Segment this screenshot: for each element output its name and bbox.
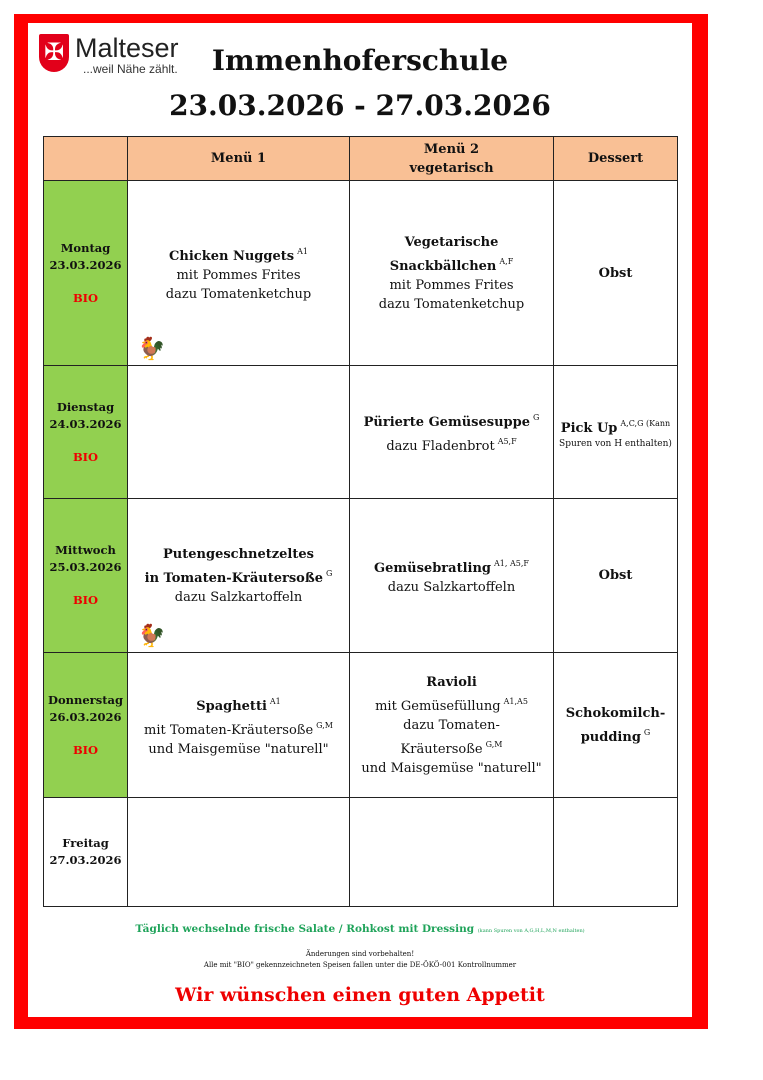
menu-table [43,136,678,907]
dessert-cell: Obst [554,499,678,653]
changes-note: Änderungen sind vorbehalten! [305,950,415,958]
table-header [44,137,678,181]
menu1-cell: Spaghetti $^{A1}$ mit Tomaten-Kräutersoße $^{G,M}$ und Maisgemüse "naturell" [128,653,350,798]
turkey-icon: 🐓 [138,624,166,649]
chicken-icon: 🐓 [138,337,166,362]
menu1-cell [128,798,350,907]
menu2-cell: Vegetarische Snackbällchen $^{A,F}$ mit Pommes Frites dazu Tomatenketchup [350,181,554,366]
day-cell: Mittwoch 25.03.2026 BIO [44,499,128,653]
day-cell: Dienstag 24.03.2026 BIO [44,366,128,499]
date-range: 23.03.2026 - 27.03.2026 [169,89,551,122]
school-title: Immenhoferschule [211,44,509,77]
day-cell: Freitag 27.03.2026 [44,798,128,907]
dessert-cell [554,798,678,907]
menu2-cell [350,798,554,907]
menu2-cell: Ravioli mit Gemüsefüllung $^{A1,A5}$ dazu Tomaten-Kräutersoße $^{G,M}$ und Maisgemüse "naturell" [350,653,554,798]
header-day [44,137,128,181]
maltese-cross-icon: ✠ [39,34,69,72]
logo-tagline: ...weil Nähe zählt. [83,62,178,76]
menu2-cell: Pürierte Gemüsesuppe $^G$ dazu Fladenbrot $^{A5,F}$ [350,366,554,499]
menu1-cell: Putengeschnetzeltes in Tomaten-Kräutersoße $^G$ dazu Salzkartoffeln 🐓 [128,499,350,653]
table-row [44,653,678,798]
dessert-cell: Pick Up $^{A,C,G (Kann}$ Spuren von H enthalten) [554,366,678,499]
salad-note: Täglich wechselnde frische Salate / Rohkost mit Dressing (kann Spuren von A,G,H,L,M,N enthalten) [135,923,585,935]
table-row [44,366,678,499]
table-row [44,798,678,907]
table-row [44,181,678,366]
day-cell: Montag 23.03.2026 BIO [44,181,128,366]
day-cell: Donnerstag 26.03.2026 BIO [44,653,128,798]
menu1-cell: Chicken Nuggets $^{A1}$ mit Pommes Frites dazu Tomatenketchup 🐓 [128,181,350,366]
header-dessert: Dessert [554,137,678,181]
header-menu1: Menü 1 [128,137,350,181]
closing-wish: Wir wünschen einen guten Appetit [175,984,545,1006]
dessert-cell: Obst [554,181,678,366]
menu1-cell [128,366,350,499]
header-menu2: Menü 2 vegetarisch [350,137,554,181]
table-row [44,499,678,653]
menu2-cell: Gemüsebratling $^{A1, A5,F}$ dazu Salzkartoffeln [350,499,554,653]
logo-name: Malteser [75,33,179,63]
bio-note: Alle mit "BIO" gekennzeichneten Speisen fallen unter die DE-ÖKÖ-001 Kontrollnummer [203,961,517,969]
dessert-cell: Schokomilch- pudding $^G$ [554,653,678,798]
